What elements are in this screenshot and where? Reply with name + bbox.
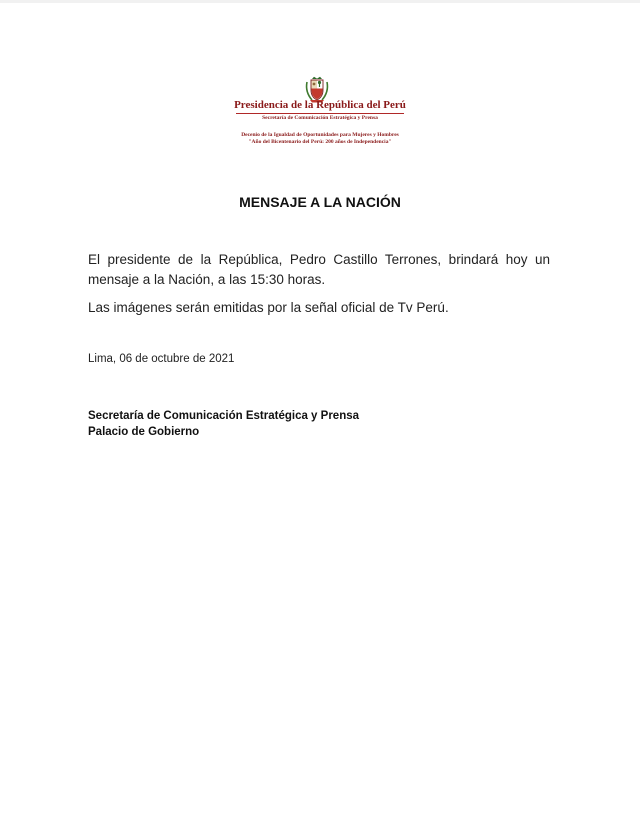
letterhead-title: Presidencia de la República del Perú bbox=[234, 99, 406, 111]
letterhead-subtitle: Secretaría de Comunicación Estratégica y Prensa bbox=[262, 115, 378, 121]
signature-location: Palacio de Gobierno bbox=[88, 426, 200, 438]
announcement-paragraph: El presidente de la República, Pedro Castillo Terrones, brindará hoy un mensaje a la Nación, a las 15:30 horas. bbox=[88, 252, 550, 287]
letterhead-divider bbox=[236, 113, 404, 114]
document-date: Lima, 06 de octubre de 2021 bbox=[88, 353, 235, 365]
page-top-edge bbox=[0, 0, 640, 3]
letterhead-decenio-line1: Decenio de la Igualdad de Oportunidades para Mujeres y Hombres bbox=[241, 132, 399, 138]
letterhead-decenio-line2: "Año del Bicentenario del Perú: 200 años de Independencia" bbox=[248, 139, 392, 145]
broadcast-paragraph: Las imágenes serán emitidas por la señal oficial de Tv Perú. bbox=[88, 300, 449, 315]
document-heading: MENSAJE A LA NACIÓN bbox=[239, 194, 401, 210]
letterhead-decenio bbox=[200, 132, 440, 146]
signature-office: Secretaría de Comunicación Estratégica y Prensa bbox=[88, 410, 360, 422]
